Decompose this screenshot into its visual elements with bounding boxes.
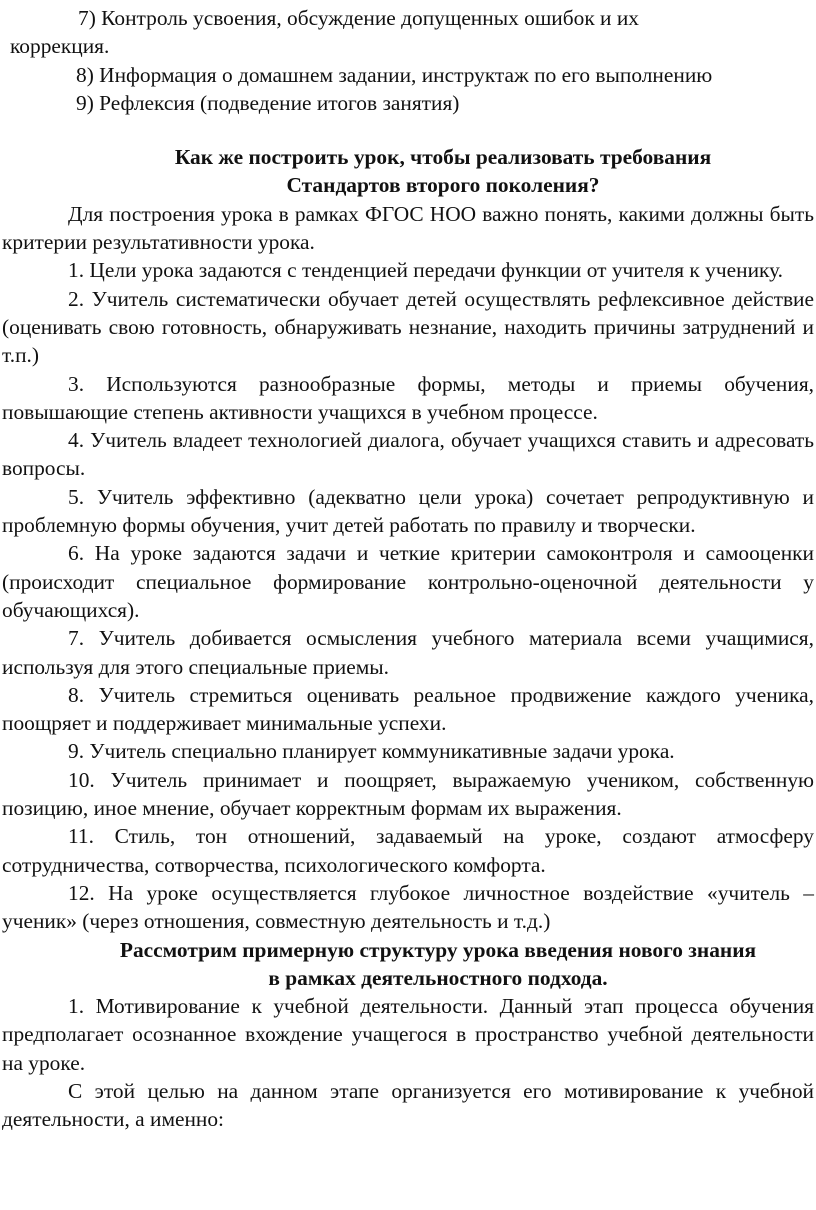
intro-item-9: 9) Рефлексия (подведение итогов занятия) (76, 90, 460, 115)
paragraph: 9. Учитель специально планирует коммуникативные задачи урока. (68, 739, 675, 764)
section-heading-2-line1: Рассмотрим примерную структуру урока введения нового знания (119, 937, 757, 962)
paragraph: 1. Мотивирование к учебной деятельности. Данный этап процесса обучения предполагает осознанное вхождение учащегося в пространство учебной деятельности на уроке. (2, 994, 814, 1075)
section-heading-2 (2, 936, 814, 993)
section-heading-1-line2: Стандартов второго поколения? (286, 173, 600, 198)
paragraph: 3. Используются разнообразные формы, методы и приемы обучения, повышающие степень активности учащихся в учебном процессе. (2, 371, 814, 424)
section-heading-1 (2, 143, 814, 200)
paragraph: 6. На уроке задаются задачи и четкие критерии самоконтроля и самооценки (происходит специальное формирование контрольно-оценочной деятельности у обучающихся). (2, 541, 814, 622)
paragraph: 5. Учитель эффективно (адекватно цели урока) сочетает репродуктивную и проблемную формы обучения, учит детей работать по правилу и творчески. (2, 484, 814, 538)
section-heading-2-line2: в рамках деятельностного подхода. (268, 965, 608, 990)
paragraph: 8. Учитель стремиться оценивать реальное продвижение каждого ученика, поощряет и поддерживает минимальные успехи. (2, 682, 814, 736)
paragraph: С этой целью на данном этапе организуется его мотивирование к учебной деятельности, а именно: (2, 1078, 814, 1132)
paragraph: 2. Учитель систематически обучает детей осуществлять рефлексивное действие (оценивать свою готовность, обнаруживать незнание, находить причины затруднений и т.п.) (2, 286, 814, 368)
criteria-list (2, 200, 814, 936)
lesson-structure (2, 992, 814, 1133)
intro-item-7-line2: коррекция. (10, 34, 110, 59)
paragraph: Для построения урока в рамках ФГОС НОО важно понять, какими должны быть критерии результативности урока. (2, 201, 814, 255)
paragraph: 7. Учитель добивается осмысления учебного материала всеми учащимися, используя для этого специальные приемы. (2, 626, 814, 679)
paragraph: 12. На уроке осуществляется глубокое личностное воздействие «учитель – ученик» (через отношения, совместную деятельность и т.д.) (2, 880, 814, 934)
intro-item-7-line1: 7) Контроль усвоения, обсуждение допущенных ошибок и их (78, 6, 639, 30)
intro-item-8: 8) Информация о домашнем задании, инструктаж по его выполнению (76, 62, 713, 87)
section-heading-1-line1: Как же построить урок, чтобы реализовать требования (174, 145, 712, 170)
paragraph: 1. Цели урока задаются с тенденцией передачи функции от учителя к ученику. (68, 258, 784, 283)
paragraph: 11. Стиль, тон отношений, задаваемый на уроке, создают атмосферу сотрудничества, сотворчества, психологического комфорта. (2, 824, 814, 877)
paragraph: 10. Учитель принимает и поощряет, выражаемую учеником, собственную позицию, иное мнение, обучает корректным формам их выражения. (2, 767, 814, 821)
paragraph: 4. Учитель владеет технологией диалога, обучает учащихся ставить и адресовать вопросы. (2, 428, 814, 481)
